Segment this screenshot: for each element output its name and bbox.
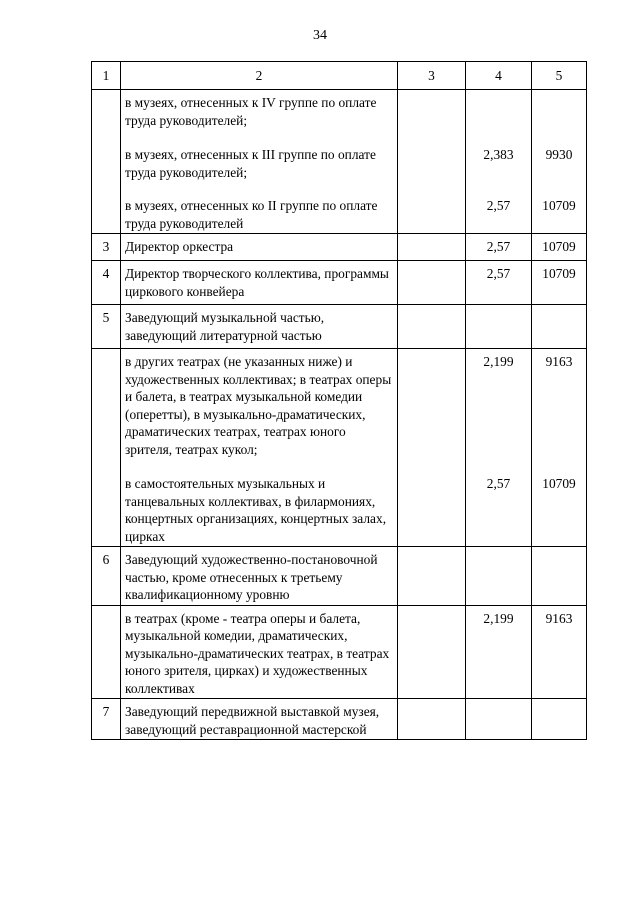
page-number: 34	[313, 28, 327, 43]
row-number: 4	[92, 261, 121, 305]
row-description: Заведующий художественно-постановочной частью, кроме отнесенных к третьему квалификационному уровню	[121, 547, 398, 606]
table-row	[92, 547, 587, 606]
table-header-row	[92, 62, 587, 90]
table-row	[92, 305, 587, 349]
row-description	[121, 90, 398, 234]
coefficient-cell	[466, 547, 532, 606]
row-description: в театрах (кроме - театра оперы и балета, музыкальной комедии, драматических, музыкально-драматических театрах, в театрах юного зрителя, цирках) и художественных коллективах	[121, 605, 398, 699]
row-description: Директор творческого коллектива, программы циркового конвейера	[121, 261, 398, 305]
table-row	[92, 349, 587, 547]
row-number: 6	[92, 547, 121, 606]
salary-cell	[532, 90, 587, 234]
col3-cell	[398, 305, 466, 349]
coefficient-value: 2,57	[486, 198, 511, 213]
col3-cell	[398, 699, 466, 740]
salary-cell	[532, 547, 587, 606]
col3-cell	[398, 261, 466, 305]
coefficient-cell	[466, 349, 532, 547]
col3-cell	[398, 605, 466, 699]
salary-value: 9163	[545, 354, 573, 369]
entry-text: в музеях, отнесенных к III группе по оплате труда руководителей;	[125, 147, 376, 180]
entry-text: в самостоятельных музыкальных и танцевальных коллективах, в филармониях, концертных организациях, концертных залах, цирках	[125, 476, 387, 544]
col3-cell	[398, 349, 466, 547]
column-header: 1	[92, 62, 121, 90]
table-row	[92, 605, 587, 699]
entry-text: в музеях, отнесенных ко II группе по оплате труда руководителей	[125, 198, 378, 231]
column-header: 3	[398, 62, 466, 90]
table-row	[92, 699, 587, 740]
table-row	[92, 90, 587, 234]
column-header: 4	[466, 62, 532, 90]
salary-cell	[532, 699, 587, 740]
salary-table	[91, 61, 587, 740]
col3-cell	[398, 234, 466, 261]
table-row	[92, 234, 587, 261]
salary-value: 10709	[532, 261, 587, 305]
coefficient-value: 2,199	[483, 354, 514, 369]
coefficient-value: 2,57	[466, 261, 532, 305]
row-description: Заведующий музыкальной частью, заведующий литературной частью	[121, 305, 398, 349]
salary-value: 10709	[542, 198, 576, 213]
row-number	[92, 605, 121, 699]
row-number: 5	[92, 305, 121, 349]
coefficient-cell	[466, 90, 532, 234]
salary-value: 9930	[545, 147, 573, 162]
row-description: Директор оркестра	[121, 234, 398, 261]
salary-cell	[532, 349, 587, 547]
row-number: 7	[92, 699, 121, 740]
entry-text: в музеях, отнесенных к IV группе по оплате труда руководителей;	[125, 95, 377, 128]
column-header: 5	[532, 62, 587, 90]
col3-cell	[398, 547, 466, 606]
coefficient-value: 2,57	[466, 234, 532, 261]
row-number	[92, 349, 121, 547]
coefficient-cell	[466, 699, 532, 740]
row-description	[121, 349, 398, 547]
salary-cell	[532, 305, 587, 349]
salary-value: 9163	[532, 605, 587, 699]
coefficient-value: 2,57	[486, 476, 511, 491]
row-description: Заведующий передвижной выставкой музея, заведующий реставрационной мастерской	[121, 699, 398, 740]
salary-value: 10709	[532, 234, 587, 261]
entry-text: в других театрах (не указанных ниже) и художественных коллективах; в театрах оперы и балета, в театрах музыкальной комедии (оперетты), в музыкально-драматических, драматических театрах, театрах юного зрителя, театрах кукол;	[125, 354, 392, 457]
salary-value: 10709	[542, 476, 576, 491]
table-row	[92, 261, 587, 305]
row-number	[92, 90, 121, 234]
coefficient-value: 2,199	[466, 605, 532, 699]
col3-cell	[398, 90, 466, 234]
column-header: 2	[121, 62, 398, 90]
coefficient-value: 2,383	[483, 147, 514, 162]
row-number: 3	[92, 234, 121, 261]
coefficient-cell	[466, 305, 532, 349]
